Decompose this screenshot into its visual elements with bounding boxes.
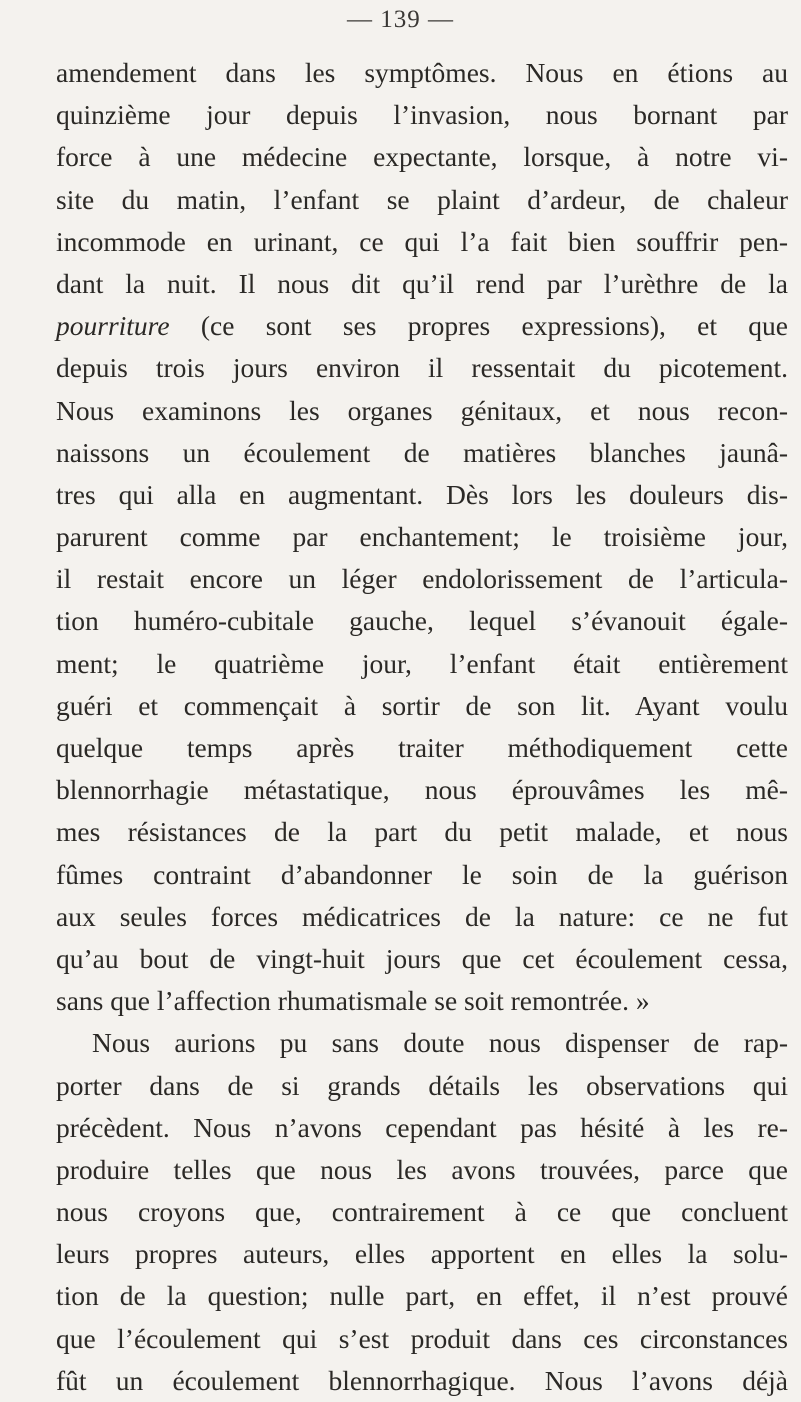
text-line: site du matin, l’enfant se plaint d’ardeur, de chaleur <box>56 183 788 215</box>
text-line: qu’au bout de vingt-huit jours que cet écoulement cessa, <box>56 942 788 974</box>
text-line: blennorrhagie métastatique, nous éprouvâmes les mê- <box>56 774 788 806</box>
text-line-rest: (ce sont ses propres expressions), et que <box>169 310 788 342</box>
text-line: Nous aurions pu sans doute nous dispenser de rap- <box>92 1027 788 1059</box>
text-line: guéri et commençait à sortir de son lit. Ayant voulu <box>56 689 788 721</box>
text-line: tion de la question; nulle part, en effet, il n’est prouvé <box>56 1280 788 1312</box>
body-text <box>56 52 788 1402</box>
text-line: sans que l’affection rhumatismale se soit remontrée. » <box>56 985 650 1017</box>
text-line <box>56 305 788 347</box>
text-line: il restait encore un léger endolorissement de l’articula- <box>56 563 788 595</box>
text-line: quelque temps après traiter méthodiquement cette <box>56 732 788 763</box>
text-line: quinzième jour depuis l’invasion, nous bornant par <box>56 99 788 131</box>
text-line: aux seules forces médicatrices de la nature: ce ne fut <box>56 900 788 932</box>
text-line: précèdent. Nous n’avons cependant pas hésité à les re- <box>56 1111 788 1143</box>
text-line: force à une médecine expectante, lorsque, à notre vi- <box>56 141 788 173</box>
text-line: tion huméro-cubitale gauche, lequel s’évanouit égale- <box>56 605 788 637</box>
text-line: ment; le quatrième jour, l’enfant était entièrement <box>56 647 788 679</box>
text-line: porter dans de si grands détails les observations qui <box>56 1069 788 1101</box>
text-line: depuis trois jours environ il ressentait du picotement. <box>56 352 788 384</box>
italic-word: pourriture <box>56 310 170 342</box>
text-line: fût un écoulement blennorrhagique. Nous l’avons déjà <box>56 1364 788 1396</box>
text-line: mes résistances de la part du petit malade, et nous <box>56 816 788 848</box>
text-line: fûmes contraint d’abandonner le soin de la guérison <box>56 858 788 890</box>
text-line: Nous examinons les organes génitaux, et nous recon- <box>56 394 788 426</box>
text-line: tres qui alla en augmentant. Dès lors les douleurs dis- <box>56 478 788 510</box>
text-line: produire telles que nous les avons trouvées, parce que <box>56 1153 788 1185</box>
text-line: incommode en urinant, ce qui l’a fait bien souffrir pen- <box>56 225 788 257</box>
text-line: leurs propres auteurs, elles apportent en elles la solu- <box>56 1238 788 1270</box>
text-line: que l’écoulement qui s’est produit dans ces circonstances <box>56 1322 788 1354</box>
page-number: — 139 — <box>347 6 454 33</box>
text-line: amendement dans les symptômes. Nous en étions au <box>56 57 788 88</box>
text-line: nous croyons que, contrairement à ce que concluent <box>56 1196 788 1228</box>
text-line: parurent comme par enchantement; le troisième jour, <box>56 521 788 553</box>
text-line: naissons un écoulement de matières blanches jaunâ- <box>56 436 788 468</box>
text-line: dant la nuit. Il nous dit qu’il rend par l’urèthre de la <box>56 267 788 299</box>
